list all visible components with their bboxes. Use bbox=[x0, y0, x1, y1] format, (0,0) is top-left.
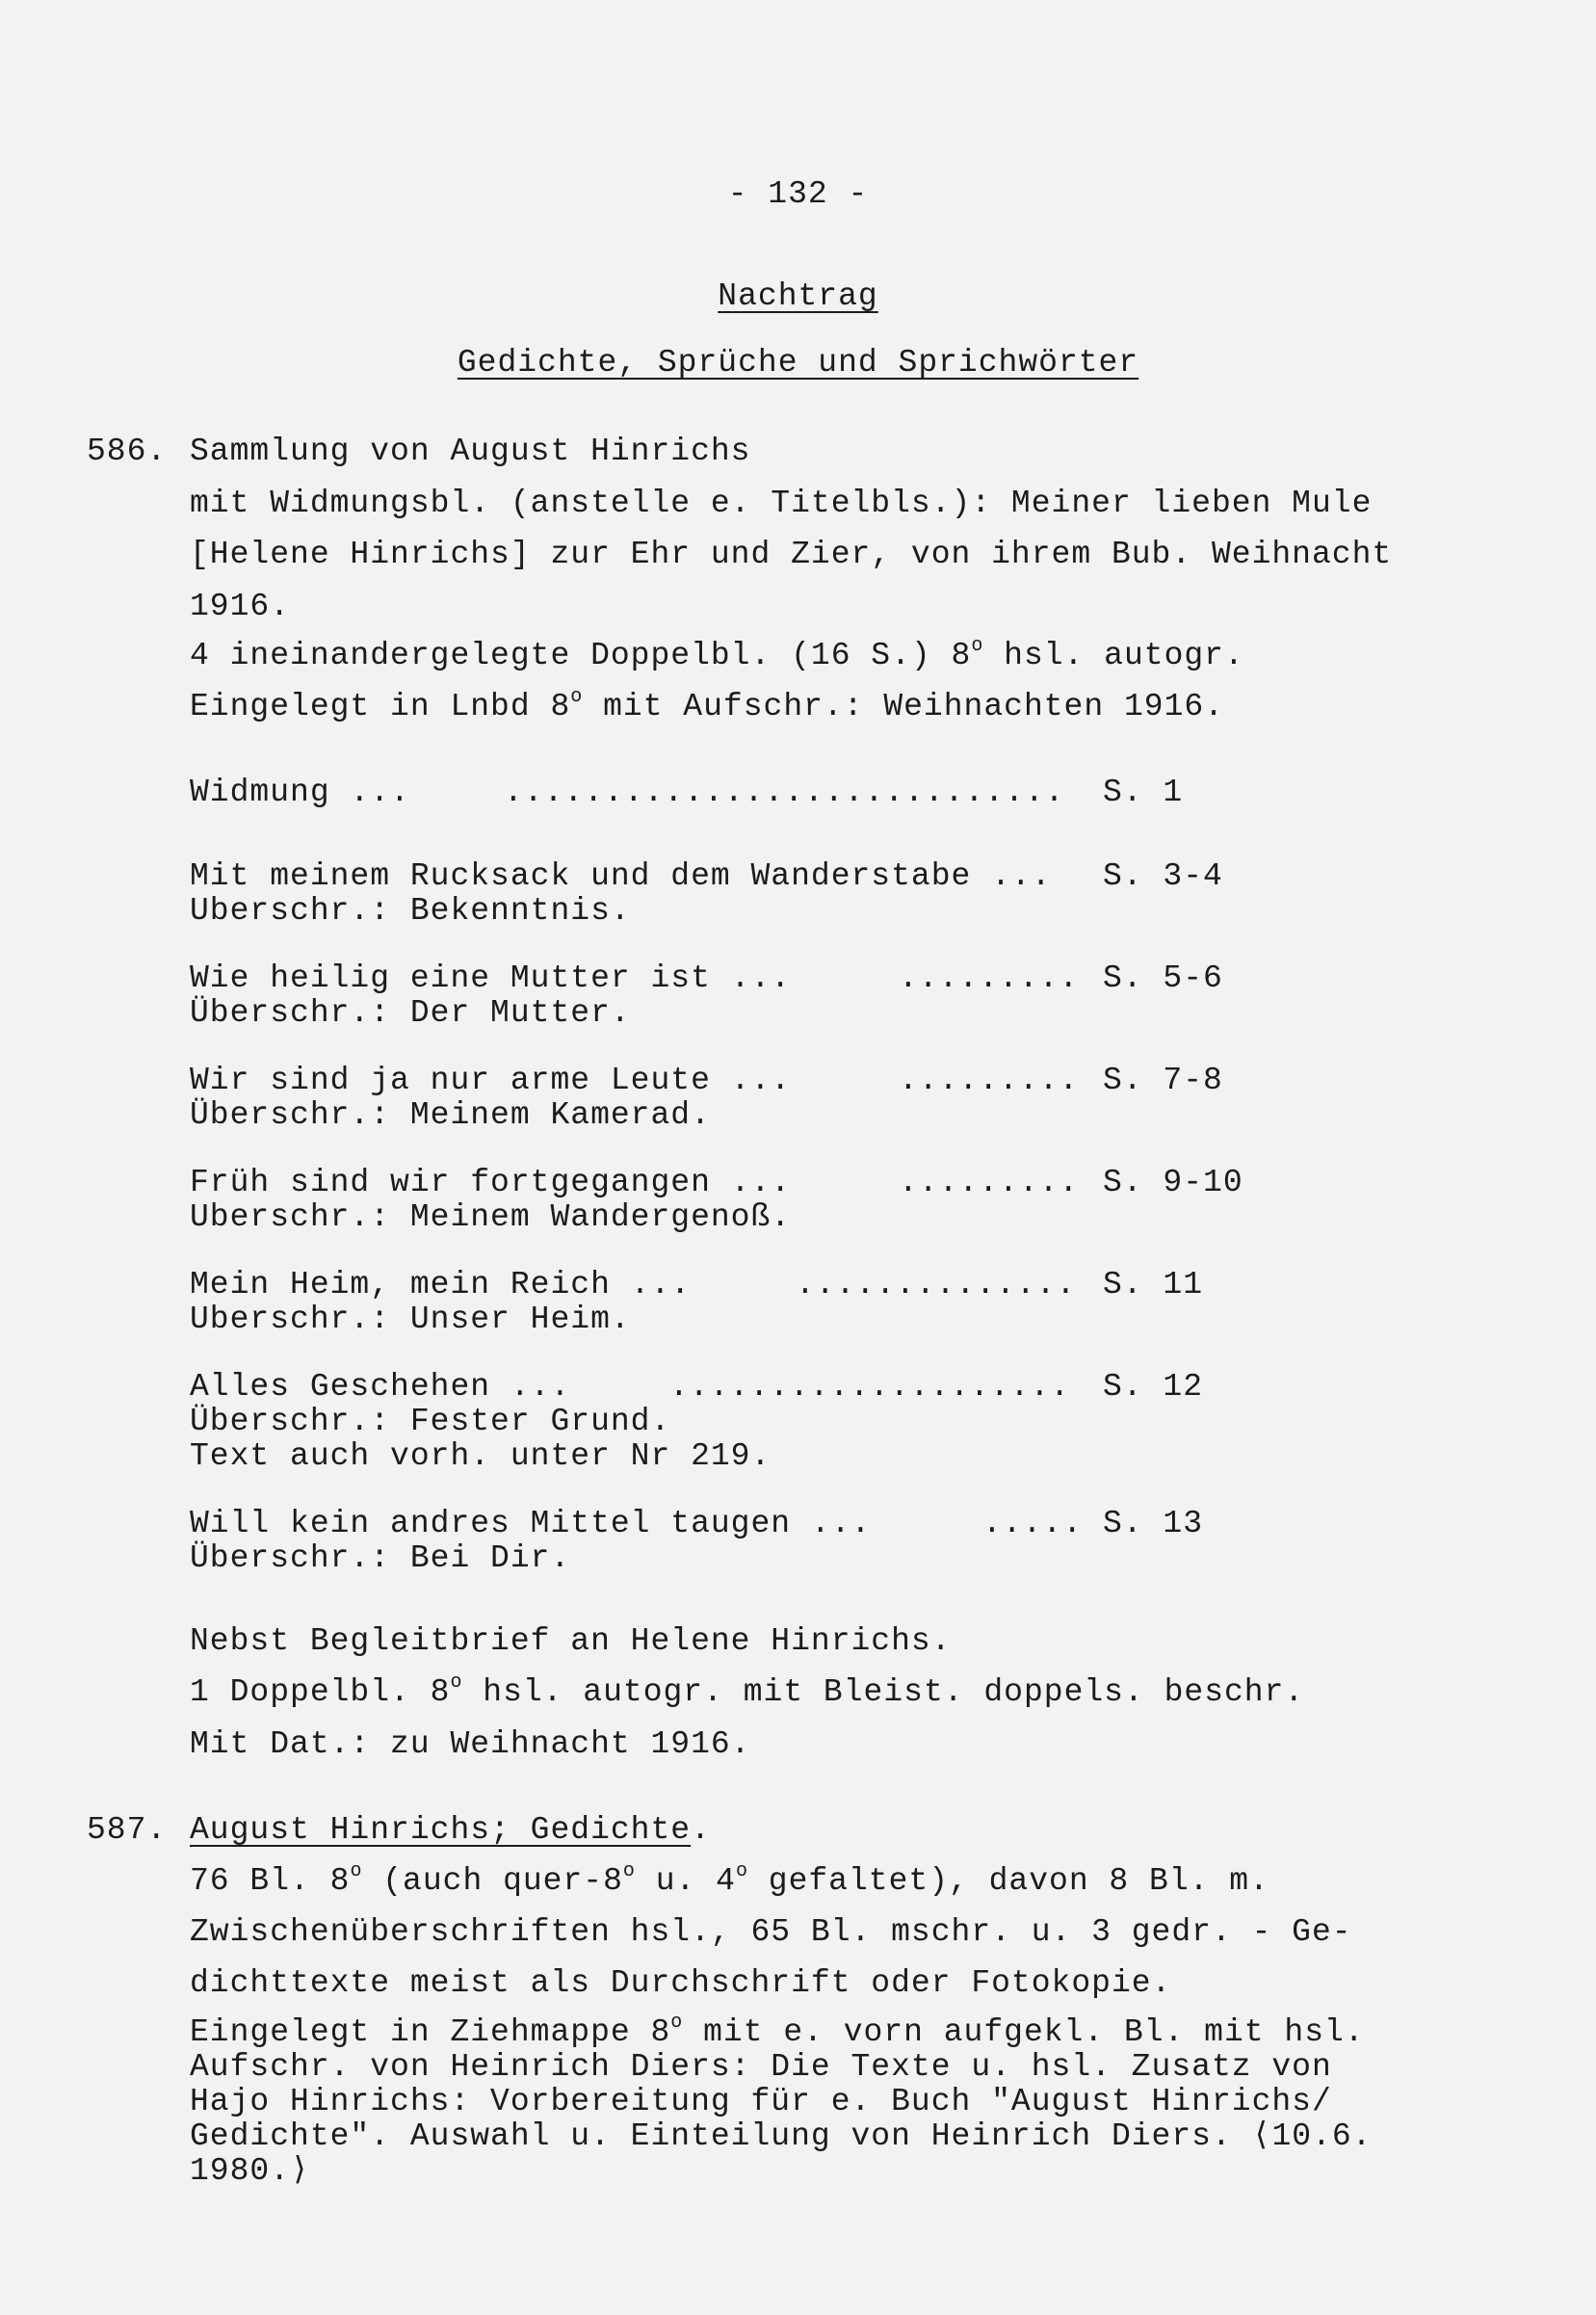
leader-dots: .................... bbox=[669, 1370, 1071, 1405]
contents-note: Überschr.: Bei Dir. bbox=[190, 1540, 571, 1576]
entry-587-line: Hajo Hinrichs: Vorbereitung für e. Buch "August Hinrichs/ bbox=[190, 2084, 1332, 2119]
degree-mark: o bbox=[670, 2012, 684, 2034]
entry-587-line: Gedichte". Auswahl u. Einteilung von Heinrich Diers. ⟨10.6. bbox=[190, 2118, 1373, 2154]
entry-586-line: [Helene Hinrichs] zur Ehr und Zier, von ihrem Bub. Weihnacht bbox=[190, 537, 1393, 572]
text-part: hsl. autogr. bbox=[983, 638, 1244, 673]
contents-title: Wir sind ja nur arme Leute ... bbox=[190, 1063, 792, 1098]
degree-mark: o bbox=[570, 686, 584, 708]
entry-587-line bbox=[190, 2012, 1365, 2050]
contents-title: Früh sind wir fortgegangen ... bbox=[190, 1165, 792, 1200]
text-part: 1 Doppelbl. 8 bbox=[190, 1674, 451, 1710]
page-title bbox=[0, 279, 1596, 314]
page-reference: S. 9-10 bbox=[1103, 1165, 1243, 1200]
degree-mark: o bbox=[622, 1860, 636, 1882]
degree-mark: o bbox=[735, 1860, 748, 1882]
page-reference: S. 1 bbox=[1103, 775, 1184, 810]
text-part: 76 Bl. 8 bbox=[190, 1863, 351, 1899]
text-part: hsl. autogr. mit Bleist. doppels. beschr. bbox=[462, 1674, 1305, 1710]
page-number: - 132 - bbox=[727, 176, 869, 212]
leader-dots: ......... bbox=[899, 961, 1080, 996]
entry-587-line: dichttexte meist als Durchschrift oder Fotokopie. bbox=[190, 1965, 1172, 2001]
page-reference: S. 11 bbox=[1103, 1267, 1204, 1302]
contents-note: Uberschr.: Bekenntnis. bbox=[190, 893, 631, 929]
contents-title: Mein Heim, mein Reich ... bbox=[190, 1267, 692, 1302]
title-text: Nachtrag bbox=[718, 278, 878, 314]
text-part: Eingelegt in Lnbd 8 bbox=[190, 689, 571, 724]
entry-586-line: Mit Dat.: zu Weihnacht 1916. bbox=[190, 1726, 751, 1762]
entry-587-title bbox=[190, 1813, 711, 1848]
entry-587-line: Zwischenüberschriften hsl., 65 Bl. mschr. u. 3 gedr. - Ge- bbox=[190, 1914, 1352, 1950]
section-subtitle bbox=[0, 346, 1596, 381]
page-reference: S. 5-6 bbox=[1103, 960, 1223, 996]
entry-587-line: 1980.⟩ bbox=[190, 2153, 310, 2189]
entry-587-line bbox=[190, 1860, 1269, 1899]
text-part: . bbox=[691, 1812, 711, 1848]
entry-586-line: 1916. bbox=[190, 589, 291, 624]
contents-note: Text auch vorh. unter Nr 219. bbox=[190, 1438, 772, 1474]
entry-number-587: 587. bbox=[87, 1812, 168, 1848]
contents-note: Uberschr.: Unser Heim. bbox=[190, 1302, 631, 1337]
text-part: Eingelegt in Ziehmappe 8 bbox=[190, 2014, 671, 2050]
contents-note: Überschr.: Meinem Kamerad. bbox=[190, 1097, 711, 1133]
contents-note: Überschr.: Fester Grund. bbox=[190, 1404, 671, 1439]
entry-586-line: mit Widmungsbl. (anstelle e. Titelbls.): Meiner lieben Mule bbox=[190, 486, 1373, 521]
page-reference: S. 7-8 bbox=[1103, 1063, 1223, 1098]
entry-586-line bbox=[190, 686, 1224, 724]
entry-586-line: Sammlung von August Hinrichs bbox=[190, 434, 751, 469]
leader-dots: ......... bbox=[899, 1064, 1080, 1098]
text-part: (auch quer-8 bbox=[362, 1863, 623, 1899]
text-part: gefaltet), davon 8 Bl. m. bbox=[747, 1863, 1269, 1899]
entry-586-line bbox=[190, 1671, 1305, 1710]
contents-note: Überschr.: Der Mutter. bbox=[190, 995, 631, 1031]
text-part: mit Aufschr.: Weihnachten 1916. bbox=[583, 689, 1224, 724]
entry-587-line: Aufschr. von Heinrich Diers: Die Texte u. hsl. Zusatz von bbox=[190, 2049, 1332, 2085]
entry-number-586: 586. bbox=[87, 434, 168, 469]
leader-dots: ..... bbox=[982, 1507, 1084, 1541]
page-reference: S. 13 bbox=[1103, 1506, 1204, 1541]
degree-mark: o bbox=[350, 1860, 363, 1882]
title-text: August Hinrichs; Gedichte bbox=[190, 1812, 692, 1848]
contents-title: Widmung ... bbox=[190, 775, 410, 810]
text-part: 4 ineinandergelegte Doppelbl. (16 S.) 8 bbox=[190, 638, 972, 673]
entry-586-line bbox=[190, 635, 1244, 673]
text-part: mit e. vorn aufgekl. Bl. mit hsl. bbox=[683, 2014, 1365, 2050]
subtitle-text: Gedichte, Sprüche und Sprichwörter bbox=[457, 345, 1139, 381]
page-reference: S. 12 bbox=[1103, 1369, 1204, 1405]
entry-586-line: Nebst Begleitbrief an Helene Hinrichs. bbox=[190, 1623, 952, 1659]
leader-dots: .............. bbox=[796, 1268, 1077, 1302]
page-reference: S. 3-4 bbox=[1103, 858, 1223, 894]
contents-note: Uberschr.: Meinem Wandergenoß. bbox=[190, 1199, 792, 1235]
degree-mark: o bbox=[971, 635, 984, 657]
contents-title: Will kein andres Mittel taugen ... bbox=[190, 1506, 872, 1541]
leader-dots: ............................ bbox=[504, 776, 1065, 810]
contents-title: Wie heilig eine Mutter ist ... bbox=[190, 960, 792, 996]
leader-dots: ......... bbox=[899, 1166, 1080, 1200]
degree-mark: o bbox=[450, 1671, 463, 1694]
text-part: u. 4 bbox=[635, 1863, 736, 1899]
contents-title: Mit meinem Rucksack und dem Wanderstabe ... bbox=[190, 858, 1052, 894]
contents-title: Alles Geschehen ... bbox=[190, 1369, 571, 1405]
